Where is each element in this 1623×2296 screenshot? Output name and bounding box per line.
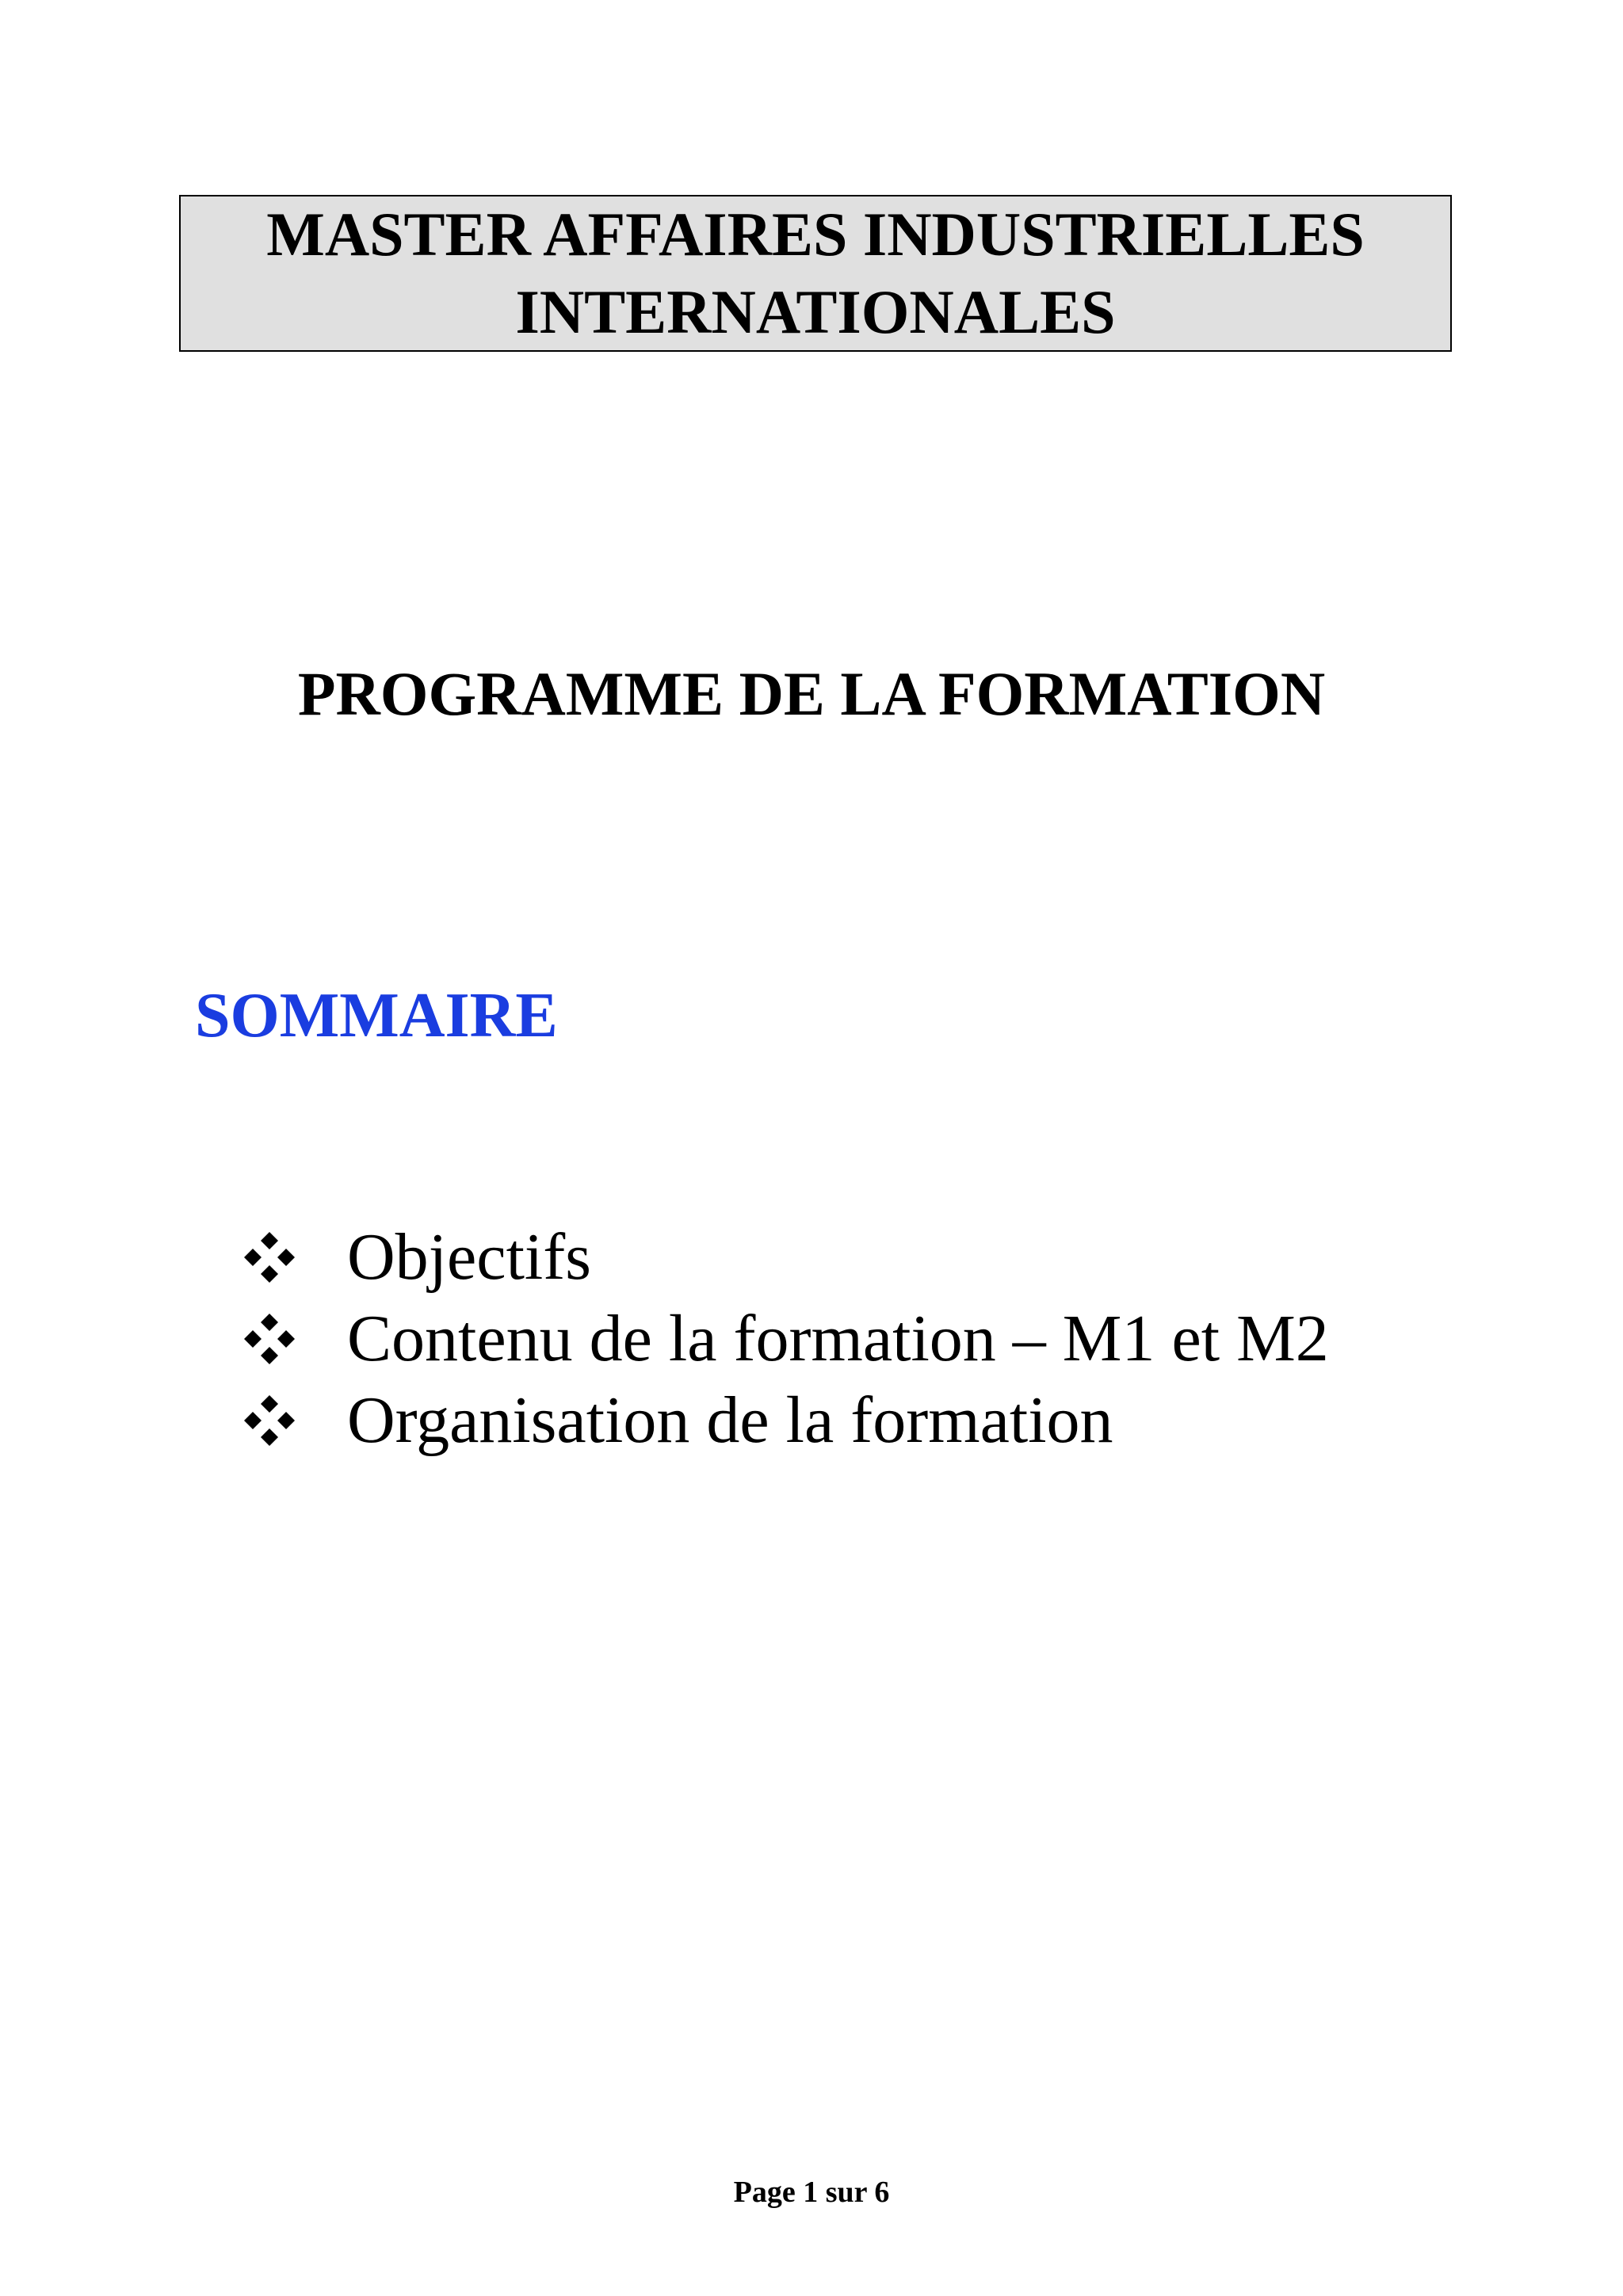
document-title-line-2: INTERNATIONALES [515, 277, 1116, 346]
summary-item-label: Objectifs [347, 1220, 591, 1294]
page-number: Page 1 sur 6 [733, 2176, 890, 2209]
summary-list [244, 1216, 1329, 1461]
document-subtitle: PROGRAMME DE LA FORMATION [297, 659, 1326, 728]
document-title-line-1: MASTER AFFAIRES INDUSTRIELLES [266, 200, 1365, 269]
document-title-box [179, 195, 1452, 352]
summary-item-label: Organisation de la formation [347, 1383, 1113, 1457]
summary-item-label: Contenu de la formation – M1 et M2 [347, 1302, 1329, 1375]
summary-item-contenu [244, 1298, 1329, 1379]
summary-item-organisation [244, 1379, 1329, 1461]
four-diamond-bullet-icon [244, 1395, 347, 1446]
four-diamond-bullet-icon [244, 1314, 347, 1364]
summary-item-objectifs [244, 1216, 1329, 1298]
summary-heading: SOMMAIRE [195, 981, 558, 1051]
four-diamond-bullet-icon [244, 1232, 347, 1283]
